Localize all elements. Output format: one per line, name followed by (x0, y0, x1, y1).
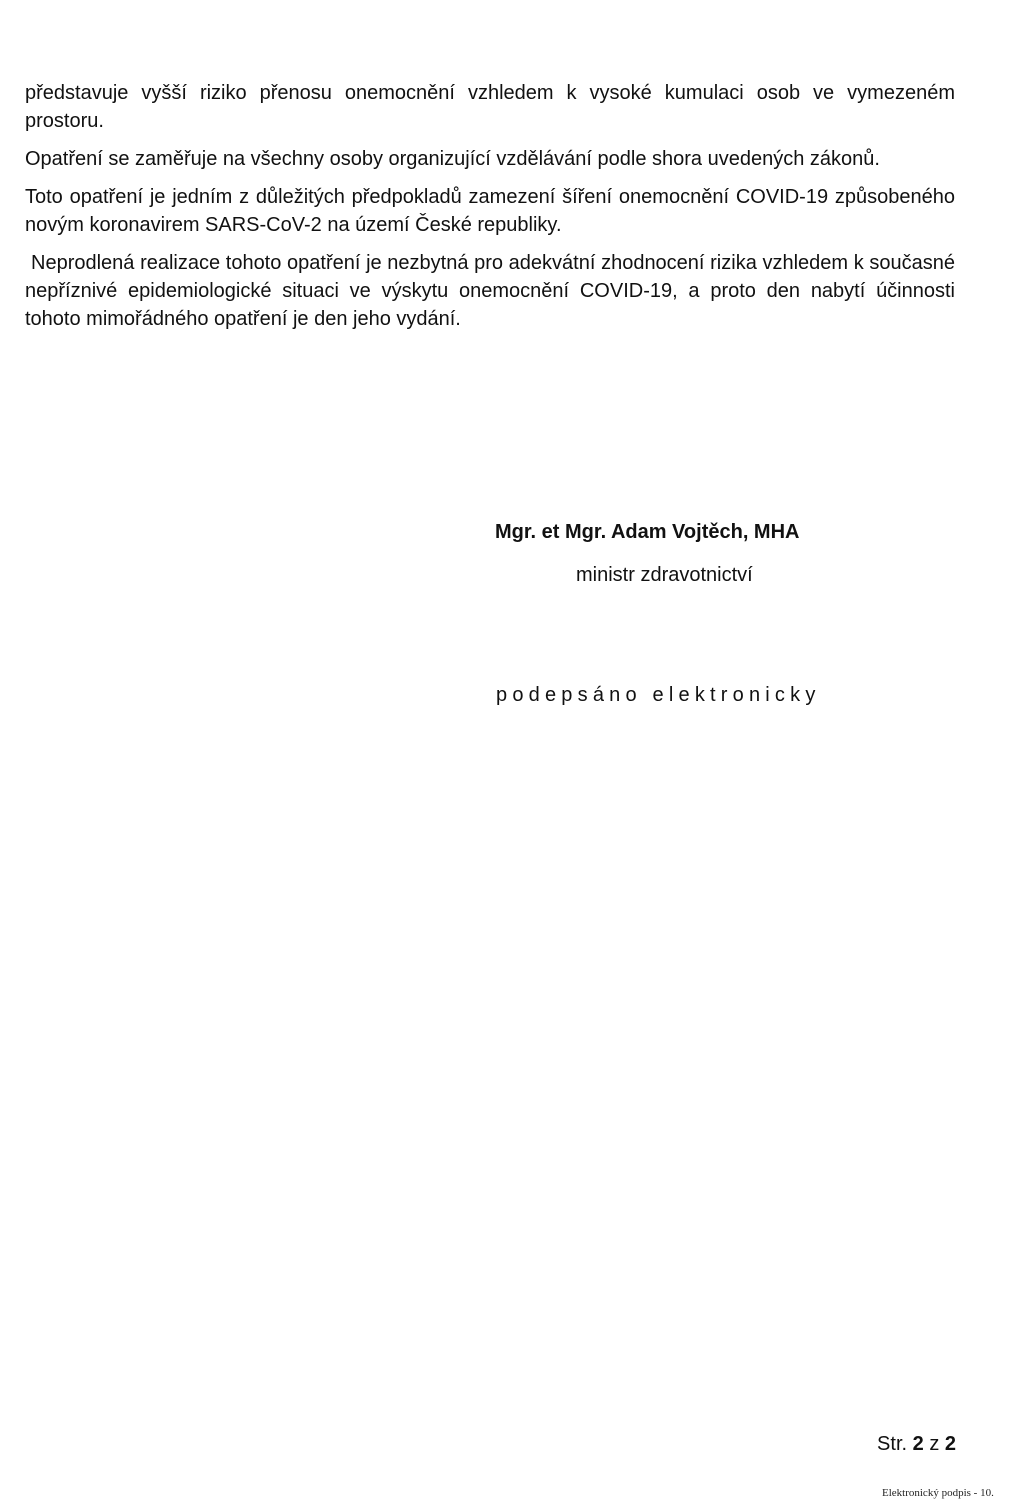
signer-name: Mgr. et Mgr. Adam Vojtěch, MHA (495, 521, 800, 543)
electronic-signature-footer: Elektronický podpis - 10. (882, 1487, 994, 1499)
paragraph-effectiveness: Neprodlená realizace tohoto opatření je nezbytná pro adekvátní zhodnocení rizika vzhledem k současné nepříznivé epidemiologické situaci ve výskytu onemocnění COVID-19, a proto den nabytí účinnosti tohoto mimořádného opatření je den jeho vydání. (25, 252, 955, 330)
page-number-total: 2 (944, 1433, 956, 1455)
paragraph-scope: Opatření se zaměřuje na všechny osoby organizující vzdělávání podle shora uvedených zákonů. (25, 148, 880, 170)
signed-electronically-note: podepsáno elektronicky (496, 684, 821, 706)
page-number-current: 2 (912, 1433, 924, 1455)
paragraph-risk: představuje vyšší riziko přenosu onemocnění vzhledem k vysoké kumulaci osob ve vymezeném prostoru. (25, 82, 955, 132)
signer-role: ministr zdravotnictví (576, 564, 753, 586)
paragraph-purpose: Toto opatření je jedním z důležitých předpokladů zamezení šíření onemocnění COVID-19 způsobeného novým koronavirem SARS-CoV-2 na území České republiky. (25, 186, 955, 236)
page-number (877, 1430, 956, 1458)
page-number-separator: z (929, 1433, 940, 1455)
page-number-prefix: Str. (877, 1433, 908, 1455)
body-text (25, 79, 955, 343)
